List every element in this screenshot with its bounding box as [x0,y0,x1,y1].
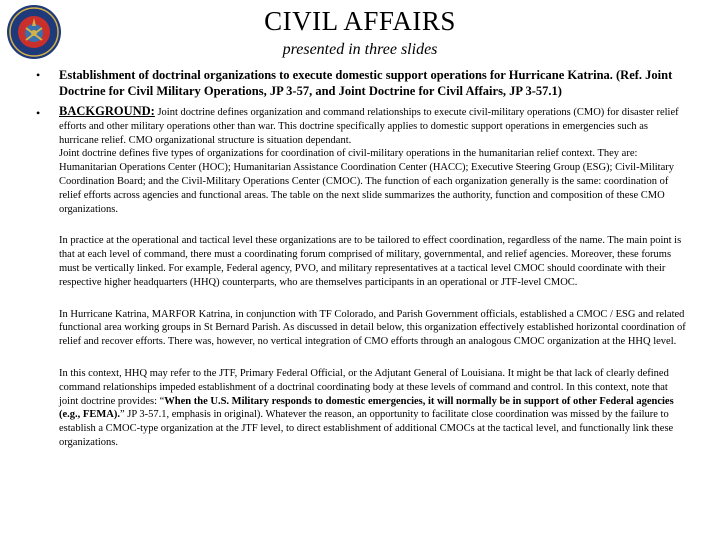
bullet-item [36,67,686,99]
hhq-text-end: ” JP 3-57.1, emphasis in original). Whatever the reason, an opportunity to facilitate close coordination was missed by the failure to establish a CMOC-type organization at the JTF level, to direct establishment of additional CMOCs at the tactical level, and functionally link these organizations. [59,409,674,448]
paragraph-organization-types: Joint doctrine defines five types of organizations for coordination of civil-military operations in the humanitarian relief context. They are: Humanitarian Operations Center (HOC); Humanitarian Assistance Coordination Center (HACC); Executive Steering Group (ESG); Civil-Military Coordination Board; and the Civil-Military Operations Center (CMOC). The function of each organization generally is the same: coordination of relief efforts across agencies and functional areas. The table on the next slide summarizes the authority, function and composition of these CMO organizations. [59,148,674,215]
background-text: Joint doctrine defines organization and command relationships to execute civil-military operations (CMO) for disaster relief efforts and other military operations other than war. This doctrine specifically applies to domestic support operations in emergencies such as hurricane relief. CMO organizational structure is situation dependant. [59,107,679,146]
bullet-establishment-text: Establishment of doctrinal organizations to execute domestic support operations for Hurricane Katrina. (Ref. Joint Doctrine for Civil Military Operations, JP 3-57, and Joint Doctrine for Civil Affairs, JP 3-57.1) [59,68,673,98]
bullet-icon: • [36,68,41,82]
hhq-text-start: In this context, HHQ may refer to the JTF, Primary Federal Official, or the Adjutant General of Louisiana. It might be that lack of clearly defined command relationships impeded establishment of a doctrinal coordinating body at these levels of command and control. In this context, note that joint doctrine provides: “ [59,367,669,407]
doctrine-quote: When the U.S. Military responds to domestic emergencies, it will normally be in support of other Federal agencies (e.g., FEMA). [59,395,674,421]
bullet-background [59,105,686,147]
paragraph-practice: In practice at the operational and tactical level these organizations are to be tailored to effect coordination, regardless of the name. The main point is that at each level of command, there must a coordinating forum comprised of military, governmental, and relief agencies. Moreover, these forums must be vertically linked. For example, Federal agency, PVO, and military representatives at a tactical level CMOC should coordinate with their respective higher headquarters (HHQ) counterparts, who are themselves participants in an operational or JTF-level CMOC. [59,235,682,288]
bullet-item [36,105,686,147]
background-heading: BACKGROUND: [59,104,155,118]
slide-title: CIVIL AFFAIRS [264,6,456,36]
paragraph-katrina: In Hurricane Katrina, MARFOR Katrina, in conjunction with TF Colorado, and Parish Government officials, established a CMOC / ESG and related functional area working groups in St Bernard Parish. As discussed in detail below, this organization effectively established horizontal coordination of relief and recover efforts. There was, however, no vertical integration of CMO efforts through an analogous CMOC organization at the HHQ level. [59,308,686,348]
paragraph-hhq-context [59,367,686,450]
bullet-icon: • [36,106,41,120]
slide-body [36,67,686,450]
slide-subtitle: presented in three slides [282,41,438,58]
